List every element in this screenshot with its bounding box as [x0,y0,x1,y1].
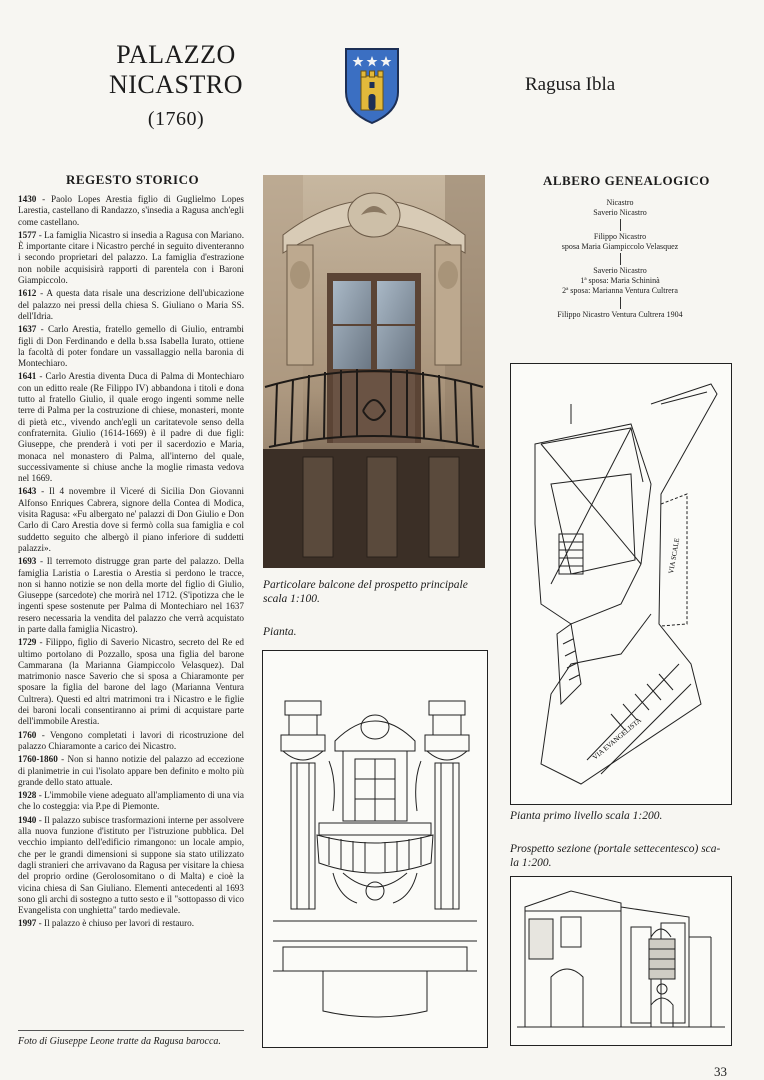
entry-text: - Vengono completati i lavori di ricostruzione del palazzo Chiaramonte a carico dei Nicastro. [18,729,244,751]
tree-connector [620,297,621,309]
tree-connector [620,253,621,265]
tree-text: sposa Maria Giampiccolo Velasquez [561,242,679,251]
title-year: (1760) [147,108,205,130]
entry-year: 1940 [18,814,37,825]
entry-year: 1641 [18,371,37,382]
entry-year: 1637 [18,324,37,335]
tree-node [540,266,700,296]
section-caption [510,842,736,870]
entry-year: 1760-1860 [18,754,58,765]
photo-caption-line-1: Particolare balcone del prospetto principale [263,579,468,591]
photo-caption [263,578,493,606]
tree-text: Filippo Nicastro Ventura Cultrera 1904 [557,310,683,319]
entry-year: 1997 [18,918,37,929]
facade-drawing [262,650,488,1048]
entry-year: 1760 [18,729,37,740]
regesto-entry [18,230,244,286]
regesto-entry [18,371,244,484]
entry-text: - Carlo Arestia diventa Duca di Palma di Montechiaro con un editto reale (Re Filippo IV) abbandona i titoli e dona tutto al fratello Giulio, il quale erogo ingenti somme nelle terre di Palma per la costruzione di chiese, monasteri, monte di pietà etc., vivendo anch'egli un caritatevole senso della confraternita. Giulio (1614-1669) è il padre di due figli: Giuseppe, che prenderà i voti per il sacerdozio e Maria, monaca nel monastero di Palma, all'interno del quale, successivamente si chiuse anche la moglie rimasta vedova nel 1669. [18,371,244,484]
page-number: 33 [714,1064,727,1079]
regesto-entry [18,486,244,554]
entry-year: 1928 [18,790,37,801]
section-caption-line-1: Prospetto sezione (portale settecentesco) sca- [510,843,721,855]
regesto-entry [18,815,244,917]
entry-year: 1693 [18,556,37,567]
entry-year: 1430 [18,194,37,204]
tree-text: Nicastro [606,198,634,207]
section-drawing [510,876,732,1046]
location-label: Ragusa Ibla [525,74,616,95]
tree-node [540,310,700,320]
tree-node [540,232,700,252]
entry-text: - Filippo, figlio di Saverio Nicastro, secreto del Re ed ultimo portolano di Pozzallo, sposa una figlia del barone Cammarana (la Marianna Giampiccolo Velasquez). Dal matrimonio nasce Saverio che si sposa a Chiaramonte per sposare la figlia del barone del lago (Marianna Ventura Cultrera). Questi ed altri matrimoni tra i Nicastro e le figlie dei baroni locali consentiranno ai primi di acquistare parte dell'immobile Arestia. [18,637,244,727]
entry-year: 1643 [18,486,37,497]
entry-year: 1729 [18,637,37,648]
photo-caption-line-2: scala 1:100. [263,593,320,605]
title-line-2: NICASTRO [108,70,243,99]
street-label: VIA SCALE [667,537,682,575]
albero-heading: ALBERO GENEALOGICO [543,173,710,188]
entry-text: - Carlo Arestia, fratello gemello di Giulio, entrambi figli di Don Ferdinando e della b.ssa Isabella Iurato, ottiene la facoltà di poter fondare un vassallaggio nella baronia di Montechiaro. [18,324,244,369]
floor-plan-drawing [510,363,732,805]
regesto-entry [18,754,244,788]
regesto-entry [18,918,244,929]
regesto-entry [18,556,244,635]
entry-text: - A questa data risale una descrizione dell'ubicazione del palazzo nei pressi della chiesa S. Giuliano o Maria SS. dell'Idria. [18,288,244,321]
entry-year: 1612 [18,288,37,299]
tree-text: 1ª sposa: Maria Schininà [580,276,660,285]
regesto-entry [18,730,244,753]
tree-node [540,198,700,218]
regesto-entry [18,288,244,322]
plan-caption: Pianta primo livello scala 1:200. [510,810,663,822]
entry-text: - Il 4 novembre il Viceré di Sicilia Don Giovanni Alfonso Enriques Cabrera, signore della Contea di Modica, visita Ragusa: «Fu albergato ne' palazzi di Don Giulio e Don Carlo di Caro Arestia dove si fermò colla sua famiglia e col suddetto seguito che albergò il piano inferiore di suddetti palazzi». [18,486,244,553]
entry-year: 1577 [18,229,37,240]
photo-credit: Foto di Giuseppe Leone tratte da Ragusa barocca. [18,1036,221,1047]
balcony-photo [263,175,485,568]
tree-text: 2ª sposa: Marianna Ventura Cultrera [562,286,678,295]
coat-of-arms-icon [343,46,401,126]
entry-text: - L'immobile viene adeguato all'ampliamento di una via che lo costeggia: via P.pe di Piemonte. [18,790,244,812]
entry-text: - Il terremoto distrugge gran parte del palazzo. Della famiglia Laristia o Larestia o Arestia si perdono le tracce, non si hanno notizie se non della morte del figlio di Giulio, Giuseppe (sarcedote) che morirà nel 1712. (S'ipotizza che le ingenti spese sostenute per Palma di Montechiaro nel 1637 resero necessaria la vendita del palazzo che verrà acquistato in parte dalla famiglia Nicastro). [18,556,244,634]
page-title [96,40,256,134]
tree-text: Saverio Nicastro [593,266,647,275]
regesto-text [18,194,244,932]
street-label-2: VIA EVANGELISTA [591,716,643,762]
footnote-divider [18,1030,244,1031]
tree-connector [620,219,621,231]
family-tree [540,198,700,320]
pianta-label: Pianta. [263,626,297,638]
tree-text: Saverio Nicastro [593,208,647,217]
regesto-entry [18,194,244,228]
regesto-entry [18,324,244,369]
regesto-entry [18,637,244,727]
entry-text: - Paolo Lopes Arestia figlio di Guglielmo Lopes Larestia, castellano di Randazzo, s'insedia a Ragusa anch'egli come castellano. [18,194,244,227]
regesto-heading: REGESTO STORICO [66,172,200,187]
entry-text: - Il palazzo subisce trasformazioni interne per assolvere alla nuova funzione d'istituto per l'istruzione pubblica. Del vecchio impianto dell'edificio rimangono: un locale ampio, che per le grandi dimensioni si suppone sia stato utilizzato dagli stranieri che arrivavano da Ragusa per visitare la chiesa del proprio ordine (Gerolosomitano o di Malta) e cioè la vicina chiesa di San Giuliano. Elementi antecedenti al 1693 sono gli archi di sostegno a tutto sesto e il "sottopasso di vico Evangelista con unghietta" tardo medievale. [18,814,244,916]
entry-text: - Il palazzo è chiuso per lavori di restauro. [36,918,195,929]
section-caption-line-2: la 1:200. [510,857,552,869]
entry-text: - Non si hanno notizie del palazzo ad eccezione di planimetrie in cui l'isolato appare ben definito e molto più grande dello stato attuale. [18,754,244,787]
regesto-entry [18,790,244,813]
tree-text: Filippo Nicastro [593,232,647,241]
entry-text: - La famiglia Nicastro si insedia a Ragusa con Mariano. È importante citare i Nicastro perché in seguito diventeranno i secondo proprietari del palazzo. La famiglia d'estrazione non nobile acquisisirà rapporti di parentela con i Baroni Giampiccolo. [18,229,244,286]
title-line-1: PALAZZO [116,40,236,69]
